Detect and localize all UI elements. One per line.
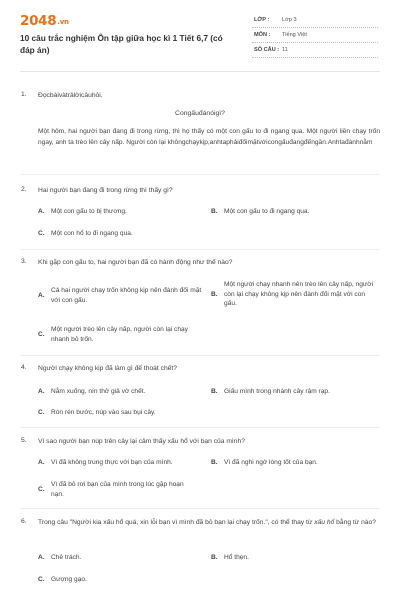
option-text: Chê trách. <box>51 554 82 561</box>
meta-subject-value: Tiếng Việt <box>282 32 307 38</box>
passage-title: Congấuđánóigì? <box>175 110 225 117</box>
option-letter: B. <box>211 554 218 561</box>
option-letter: B. <box>211 459 218 466</box>
option-letter: A. <box>38 208 45 215</box>
option-text: Vì đã bỏ rơi bạn của mình trong lúc gặp hoạn nạn. <box>51 481 184 498</box>
option-text: Nằm xuống, nín thở giả vờ chết. <box>51 388 146 395</box>
option-text: Vì đã nghi ngờ lòng tốt của bạn. <box>224 459 318 466</box>
option-letter: B. <box>211 291 218 298</box>
option-letter: C. <box>38 409 45 416</box>
question-divider <box>20 355 380 356</box>
meta-count <box>252 44 378 58</box>
question-divider <box>20 174 380 175</box>
option-letter: A. <box>38 554 45 561</box>
option-letter: B. <box>211 388 218 395</box>
option-letter: C. <box>38 576 45 583</box>
meta-count-label: SỐ CÂU : <box>254 47 280 53</box>
question-5-text: Vì sao người bạn núp trên cây lại cảm thấy xấu hổ với bạn của mình? <box>38 438 245 445</box>
option-text: Cả hai người chạy trốn không kịp nên đành đối mặt với con gấu. <box>51 287 202 304</box>
option-text: Một người chạy nhanh nên trèo lên cây nấp, người còn lại chạy không kịp nên đành đối mặt với con gấu. <box>224 281 374 308</box>
option-text: Gượng gạo. <box>51 576 87 583</box>
reading-passage: Một hôm, hai người bạn đang đi trong rừng, thì họ thấy có một con gấu to đi ngang qua. Một người liền chạy trốn ngay, anh ta trèo lên cây nấp. Người còn lại khôngchạykịp,anhtaphảiđốimặtvớicongấuđangđếngần.Anhtađánhnằm <box>38 128 380 146</box>
question-4-text: Người chạy không kịp đã làm gì để thoát chết? <box>38 365 177 372</box>
header-divider <box>20 71 380 72</box>
option-text: Một con hổ to đi ngang qua. <box>51 230 133 237</box>
logo-text: 2048 <box>20 13 57 29</box>
meta-subject <box>252 29 378 43</box>
question-2-number: 2. <box>21 186 27 193</box>
option-letter: A. <box>38 459 45 466</box>
option-letter: A. <box>38 292 45 299</box>
meta-count-value: 11 <box>282 47 288 53</box>
logo-suffix: .vn <box>57 18 69 26</box>
question-4-number: 4. <box>21 364 27 371</box>
question-6-text-end: bằng từ nào? <box>334 519 376 526</box>
question-2-text: Hai người bạn đang đi trong rừng thì thấy gì? <box>38 187 173 194</box>
question-1-text: Đọcbàivàtrảlờicâuhỏi. <box>38 92 103 99</box>
option-text: Một con gấu to đi ngang qua. <box>224 208 310 215</box>
question-6-number: 6. <box>21 518 27 525</box>
question-6-text <box>38 518 378 528</box>
option-letter: C. <box>38 230 45 237</box>
question-divider <box>20 427 380 428</box>
question-divider <box>20 249 380 250</box>
option-letter: C. <box>38 486 45 493</box>
option-text: Một con gấu to bị thương. <box>51 208 127 215</box>
option-text: Rón rén bước, núp vào sau bụi cây. <box>51 409 156 416</box>
meta-class-label: LỚP : <box>254 17 270 23</box>
option-text: Hổ thẹn. <box>224 554 249 561</box>
option-text: Một người trèo lên cây nấp, người còn lại chạy nhanh bỏ trốn. <box>51 326 188 343</box>
question-5-number: 5. <box>21 437 27 444</box>
question-6-keyword: xấu hổ <box>314 519 335 526</box>
question-divider <box>20 508 380 509</box>
option-letter: C. <box>38 331 45 338</box>
option-text: Giấu mình trong nhánh cây rậm rạp. <box>224 388 330 395</box>
document-title: 10 câu trắc nghiệm Ôn tập giữa học kì 1 Tiết 6,7 (có đáp án) <box>20 33 223 55</box>
option-letter: A. <box>38 388 45 395</box>
meta-subject-label: MÔN : <box>254 32 271 38</box>
question-3-number: 3. <box>21 258 27 265</box>
option-letter: B. <box>211 208 218 215</box>
question-1-number: 1. <box>21 91 27 98</box>
question-3-text: Khi gặp con gấu to, hai người bạn đã có hành động như thế nào? <box>38 259 233 266</box>
question-6-text-start: Trong câu "Người kia xấu hổ quá, xin lỗi bạn vì mình đã bỏ bạn lại chạy trốn.", có thể thay từ <box>38 519 315 526</box>
meta-class-value: Lớp 3 <box>282 17 297 23</box>
meta-class <box>252 14 378 28</box>
option-text: Vì đã không trung thực với bạn của mình. <box>51 459 173 466</box>
site-logo[interactable] <box>20 13 69 29</box>
